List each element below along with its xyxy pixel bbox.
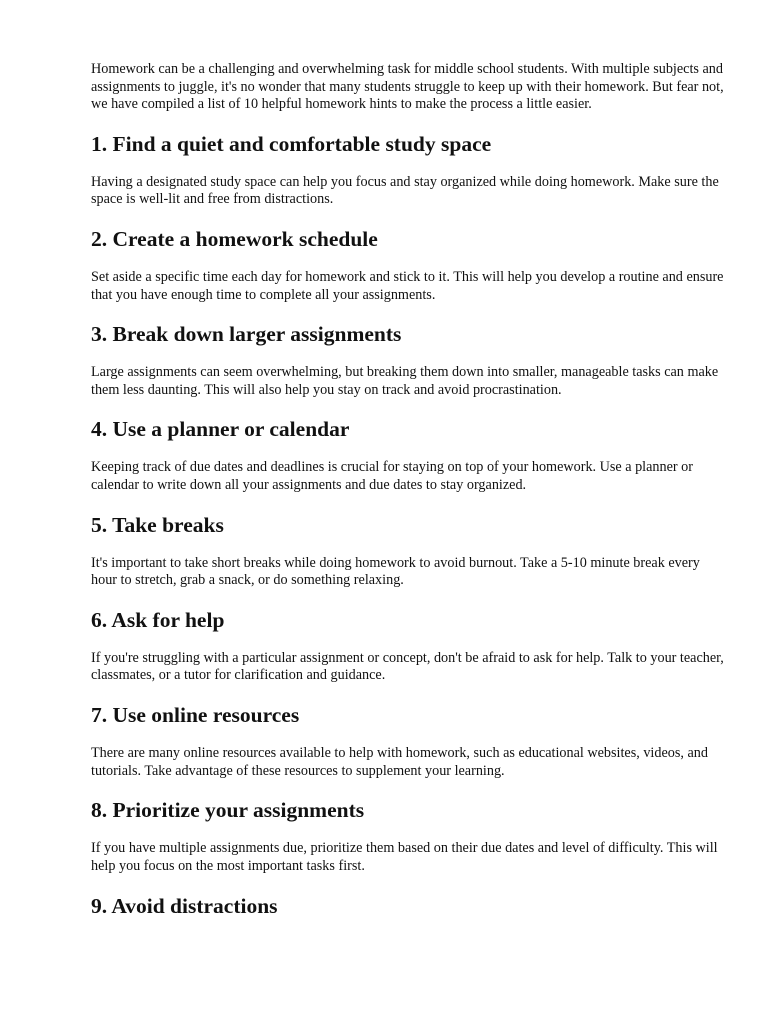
section-body: If you're struggling with a particular assignment or concept, don't be afraid to ask for help. Talk to your teacher, classmates, or a tutor for clarification and guidance. bbox=[91, 649, 724, 684]
section-body: It's important to take short breaks while doing homework to avoid burnout. Take a 5-10 minute break every hour to stretch, grab a snack, or do something relaxing. bbox=[91, 554, 700, 589]
section-9 bbox=[91, 893, 725, 919]
section-2 bbox=[91, 226, 725, 304]
section-heading: 8. Prioritize your assignments bbox=[91, 798, 365, 823]
intro-paragraph: Homework can be a challenging and overwhelming task for middle school students. With multiple subjects and assignments to juggle, it's no wonder that many students struggle to keep up with their homework. But fear not, we have compiled a list of 10 helpful homework hints to make the process a little easier. bbox=[91, 61, 724, 113]
section-body: Having a designated study space can help you focus and stay organized while doing homework. Make sure the space is well-lit and free from distractions. bbox=[91, 173, 719, 208]
section-heading: 3. Break down larger assignments bbox=[91, 322, 402, 347]
section-1 bbox=[91, 131, 725, 209]
section-body: Keeping track of due dates and deadlines is crucial for staying on top of your homework. Use a planner or calendar to write down all your assignments and due dates to stay organized. bbox=[91, 459, 693, 493]
section-body: If you have multiple assignments due, prioritize them based on their due dates and level of difficulty. This will help you focus on the most important tasks first. bbox=[91, 840, 718, 874]
section-4 bbox=[91, 416, 725, 494]
section-heading: 7. Use online resources bbox=[91, 702, 300, 727]
document-content bbox=[91, 61, 725, 919]
section-body: Large assignments can seem overwhelming, but breaking them down into smaller, manageable tasks can make them less daunting. This will also help you stay on track and avoid procrastination. bbox=[91, 364, 719, 398]
section-heading: 9. Avoid distractions bbox=[91, 894, 278, 919]
section-heading: 2. Create a homework schedule bbox=[91, 226, 378, 251]
section-heading: 5. Take breaks bbox=[91, 512, 224, 537]
section-body: Set aside a specific time each day for homework and stick to it. This will help you develop a routine and ensure that you have enough time to complete all your assignments. bbox=[91, 268, 724, 303]
section-7 bbox=[91, 702, 725, 780]
section-5 bbox=[91, 512, 725, 590]
section-3 bbox=[91, 321, 725, 399]
section-6 bbox=[91, 607, 725, 685]
section-heading: 1. Find a quiet and comfortable study space bbox=[91, 131, 492, 156]
section-body: There are many online resources available to help with homework, such as educational websites, videos, and tutorials. Take advantage of these resources to supplement your learning. bbox=[91, 744, 708, 779]
section-heading: 4. Use a planner or calendar bbox=[91, 417, 350, 442]
section-8 bbox=[91, 797, 725, 875]
section-heading: 6. Ask for help bbox=[91, 607, 225, 632]
